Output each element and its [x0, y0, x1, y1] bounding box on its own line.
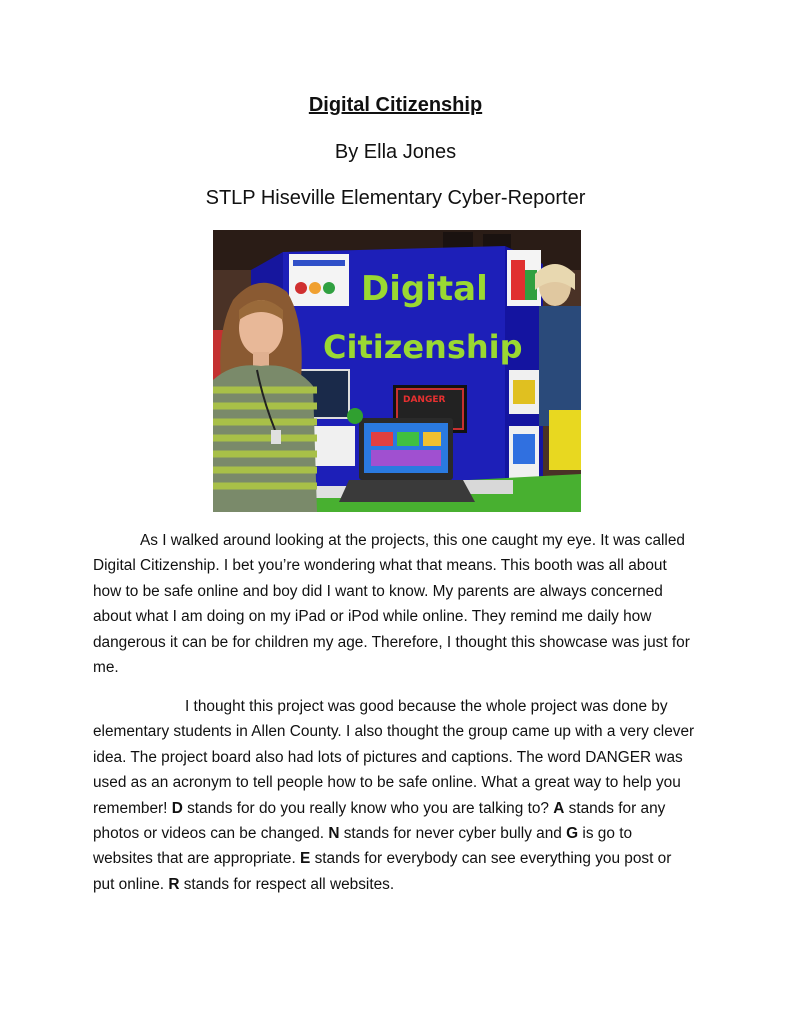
- document-title: Digital Citizenship: [308, 94, 483, 116]
- acronym-text-r: stands for respect all websites.: [179, 875, 395, 893]
- acronym-letter-r: R: [168, 875, 180, 893]
- danger-poster-text: DANGER: [403, 395, 446, 405]
- acronym-letter-n: N: [328, 825, 340, 843]
- acronym-letter-e: E: [300, 850, 311, 868]
- acronym-text-e: stands for everybody can see everything you post or put online.: [93, 850, 672, 893]
- paragraph-1: [93, 528, 695, 680]
- board-text-citizenship: Citizenship: [323, 328, 523, 366]
- project-photo: [213, 230, 581, 512]
- acronym-text-a: stands for any photos or videos can be changed.: [93, 799, 666, 843]
- acronym-letter-g: G: [566, 825, 579, 843]
- acronym-letter-a: A: [553, 799, 565, 817]
- acronym-text-n: stands for never cyber bully and: [339, 825, 567, 843]
- byline: By Ella Jones: [334, 141, 457, 163]
- acronym-letter-d: D: [171, 799, 183, 817]
- acronym-text-d: stands for do you really know who you are talking to?: [182, 799, 554, 817]
- paragraph-2: [93, 694, 695, 897]
- paragraph-2-intro: I thought this project was good because the whole project was done by elementary students in Allen County. I also thought the group came up with a very clever idea. The project board also had lots of pictures and captions. The word DANGER was used as an acronym to tell people how to be safe online. What a great way to help you remember!: [93, 698, 695, 817]
- photo-illustration: [213, 230, 581, 512]
- acronym-text-g: is go to websites that are appropriate.: [93, 825, 633, 868]
- paragraph-1-text: As I walked around looking at the projects, this one caught my eye. It was called Digital Citizenship. I bet you’re wondering what that means. This booth was all about how to be safe online and boy did I want to know. My parents are always concerned about what I am doing on my iPad or iPod while online. They remind me daily how dangerous it can be for children my age. Therefore, I thought this showcase was just for me.: [93, 532, 690, 677]
- board-text-digital: Digital: [361, 269, 488, 309]
- reporter-role: STLP Hiseville Elementary Cyber-Reporter: [205, 187, 586, 209]
